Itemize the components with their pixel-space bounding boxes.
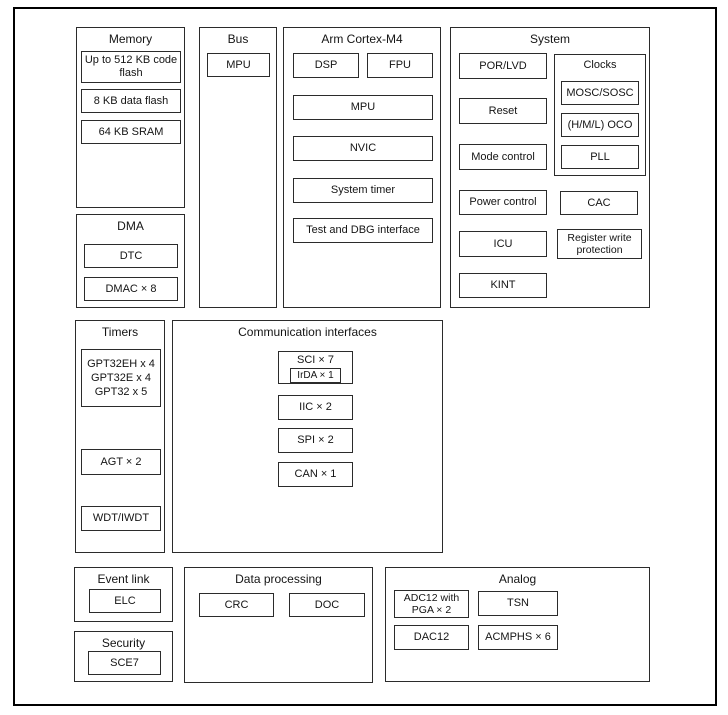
block-security [74,631,173,682]
box-fpu: FPU [367,53,433,78]
block-analog [385,567,650,682]
box-agt: AGT × 2 [81,449,161,475]
box-gpt [81,349,161,407]
box-bus-mpu: MPU [207,53,270,77]
box-code-flash: Up to 512 KB code flash [81,51,181,83]
box-data-flash: 8 KB data flash [81,89,181,113]
timers-title: Timers [101,325,139,339]
data-processing-title: Data processing [235,572,322,586]
box-sci [278,351,353,384]
event-link-title: Event link [97,572,150,586]
cortex-title: Arm Cortex-M4 [321,32,403,46]
box-icu: ICU [459,231,547,257]
box-nvic: NVIC [293,136,433,161]
block-memory [76,27,185,208]
box-sce7: SCE7 [88,651,161,675]
box-elc: ELC [89,589,161,613]
box-sram: 64 KB SRAM [81,120,181,144]
clocks-title: Clocks [583,59,617,71]
box-dtc: DTC [84,244,178,268]
gpt-line-1: GPT32EH x 4 [87,357,155,370]
block-communication [172,320,443,553]
box-irda: IrDA × 1 [290,368,341,383]
communication-title: Communication interfaces [238,325,377,339]
box-iic: IIC × 2 [278,395,353,420]
box-dmac: DMAC × 8 [84,277,178,301]
box-system-timer: System timer [293,178,433,203]
sci-label: SCI × 7 [297,354,334,366]
security-title: Security [101,636,146,650]
box-wdt: WDT/IWDT [81,506,161,531]
bus-title: Bus [227,32,249,46]
box-can: CAN × 1 [278,462,353,487]
box-adc12: ADC12 with PGA × 2 [394,590,469,618]
box-pll: PLL [561,145,639,169]
block-dma [76,214,185,308]
box-test-dbg: Test and DBG interface [293,218,433,243]
box-tsn: TSN [478,591,558,616]
gpt-line-2: GPT32E x 4 [91,371,151,384]
box-spi: SPI × 2 [278,428,353,453]
memory-title: Memory [108,32,153,46]
box-dac12: DAC12 [394,625,469,650]
box-crc: CRC [199,593,274,617]
box-reset: Reset [459,98,547,124]
block-timers [75,320,165,553]
box-por-lvd: POR/LVD [459,53,547,79]
block-data-processing [184,567,373,683]
box-mosc-sosc: MOSC/SOSC [561,81,639,105]
box-mode-control: Mode control [459,144,547,170]
box-dsp: DSP [293,53,359,78]
gpt-line-3: GPT32 x 5 [94,386,148,399]
box-kint: KINT [459,273,547,298]
block-system [450,27,650,308]
box-cortex-mpu: MPU [293,95,433,120]
group-clocks [554,54,646,176]
box-register-write-protection: Register write protection [557,229,642,259]
box-doc: DOC [289,593,365,617]
box-oco: (H/M/L) OCO [561,113,639,137]
block-event-link [74,567,173,622]
block-bus [199,27,277,308]
block-cortex-m4 [283,27,441,308]
analog-title: Analog [498,572,537,586]
box-acmphs: ACMPHS × 6 [478,625,558,650]
box-power-control: Power control [459,190,547,215]
dma-title: DMA [117,219,144,233]
system-title: System [529,32,570,46]
box-cac: CAC [560,191,638,215]
